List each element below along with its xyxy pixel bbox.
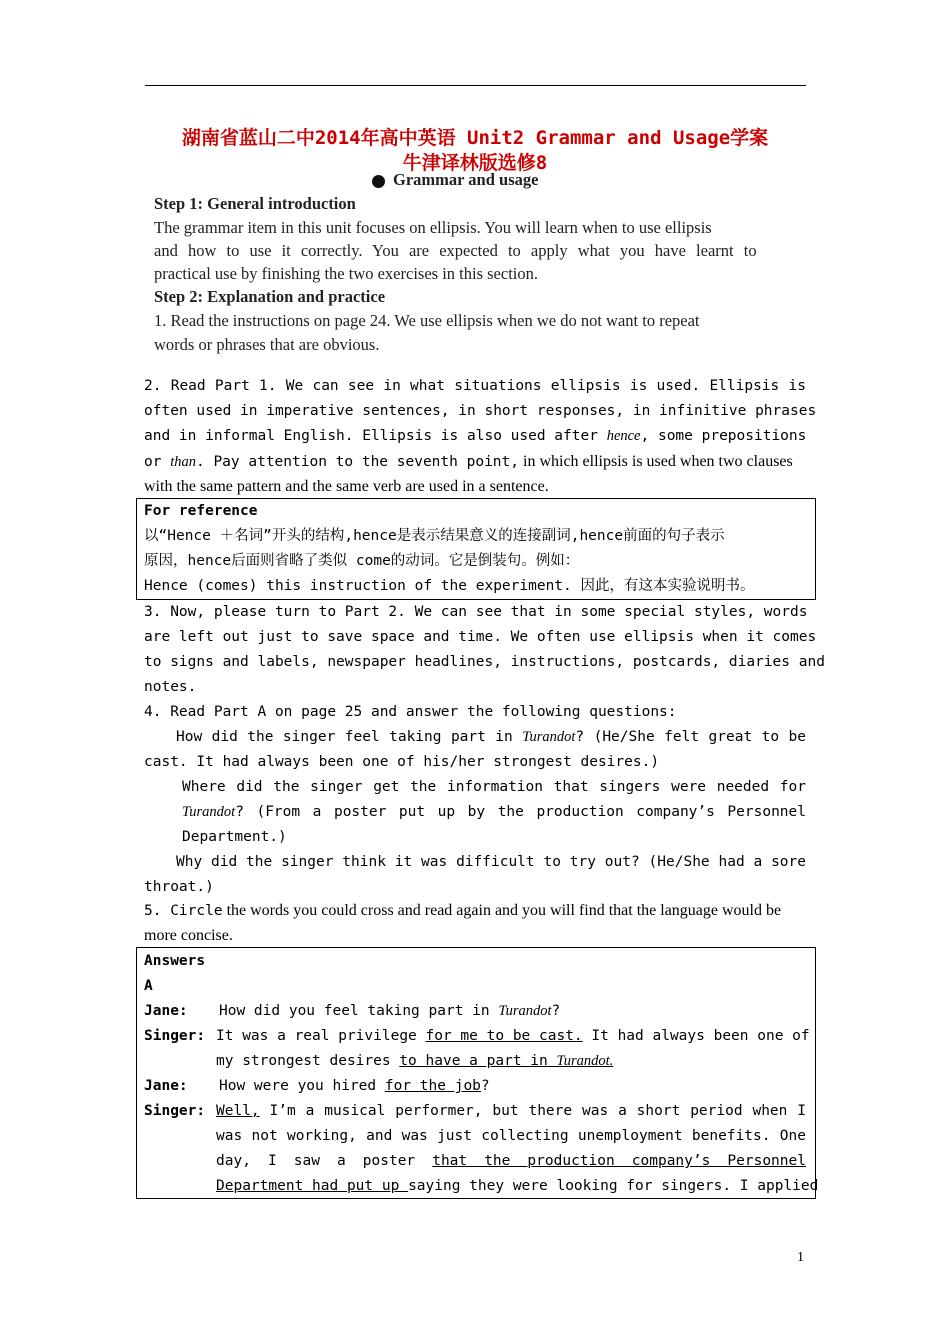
text-line: or than. Pay attention to the seventh point, in which ellipsis is used when two clauses (144, 453, 793, 470)
step2-line: words or phrases that are obvious. (154, 335, 380, 354)
dialogue-turn (144, 1099, 819, 1199)
step1-heading: Step 1: General introduction (154, 194, 356, 213)
dialogue-text: my strongest desires to have a part in Turandot. (216, 1053, 614, 1069)
text-line: 4. Read Part A on page 25 and answer the following questions: (144, 704, 677, 720)
answers-part-label: A (144, 978, 153, 994)
speaker-label: Jane: (144, 1078, 188, 1094)
step1-line: The grammar item in this unit focuses on ellipsis. You will learn when to use ellipsis (154, 218, 712, 237)
text-line: more concise. (144, 927, 233, 944)
document-title-line2: 牛津译林版选修8 (402, 152, 548, 174)
dialogue-text: day, I saw a poster that the production company’s Personnel (216, 1153, 806, 1169)
paragraph-3 (144, 600, 825, 700)
speaker-label: Singer: (144, 1103, 206, 1119)
text-line: notes. (144, 679, 197, 695)
text-line: are left out just to save space and time. We often use ellipsis when it comes (144, 629, 817, 645)
text-line: 5. Circle the words you could cross and read again and you will find that the language would be (144, 902, 782, 919)
dialogue-text: Department had put up saying they were looking for singers. I applied (216, 1178, 819, 1194)
question-2: Where did the singer get the information that singers were needed for (182, 779, 806, 795)
step2-line: 1. Read the instructions on page 24. We use ellipsis when we do not want to repeat (154, 311, 700, 330)
dialogue-text: How did you feel taking part in Turandot? (219, 1003, 561, 1019)
dialogue-text: It was a real privilege for me to be cast. It had always been one of (216, 1028, 810, 1044)
text-line: and in informal English. Ellipsis is also used after hence, some prepositions (144, 428, 807, 444)
text-line: 以“Hence ＋名词”开头的结构,hence是表示结果意义的连接副词,hence前面的句子表示 (144, 528, 725, 544)
question-1-cont: cast. It had always been one of his/her strongest desires.) (144, 754, 660, 770)
reference-heading: For reference (144, 503, 258, 519)
header-rule (145, 85, 806, 86)
document-title-line1: 湖南省蓝山二中2014年高中英语 Unit2 Grammar and Usage学案 (181, 127, 769, 149)
bullet-icon (372, 175, 385, 188)
reference-content (144, 499, 806, 599)
dialogue-turn (144, 1024, 810, 1074)
paragraph-5 (144, 898, 806, 948)
question-1: How did the singer feel taking part in Turandot? (He/She felt great to be (176, 729, 806, 745)
dialogue-turn (144, 1074, 806, 1099)
question-3: Why did the singer think it was difficult to try out? (He/She had a sore (176, 854, 806, 870)
answers-content (144, 949, 806, 999)
text-line: often used in imperative sentences, in short responses, in infinitive phrases (144, 403, 817, 419)
dialogue-text: was not working, and was just collecting unemployment benefits. One (216, 1128, 806, 1144)
text-line: to signs and labels, newspaper headlines, instructions, postcards, diaries and (144, 654, 825, 670)
page-number: 1 (797, 1250, 804, 1265)
step2-heading: Step 2: Explanation and practice (154, 287, 386, 306)
speaker-label: Singer: (144, 1028, 206, 1044)
dialogue-turn (144, 999, 806, 1024)
step1-line: and how to use it correctly. You are expected to apply what you have learnt to (154, 241, 757, 260)
text-line: 原因，hence后面则省略了类似 come的动词。它是倒装句。例如： (144, 553, 580, 569)
text-line: 3. Now, please turn to Part 2. We can see that in some special styles, words (144, 604, 808, 620)
dialogue-text: Well, I’m a musical performer, but there was a short period when I (216, 1103, 806, 1119)
text-line: Hence (comes) this instruction of the experiment. 因此，有这本实验说明书。 (144, 578, 755, 594)
section-heading: Grammar and usage (372, 170, 538, 190)
answers-heading: Answers (144, 953, 206, 969)
question-2-cont: Turandot? (From a poster put up by the production company’s Personnel (182, 804, 806, 820)
question-3-cont: throat.) (144, 879, 214, 895)
question-2-cont: Department.) (182, 829, 287, 845)
text-line: with the same pattern and the same verb are used in a sentence. (144, 478, 549, 495)
paragraph-2 (144, 374, 817, 499)
paragraph-4 (144, 700, 806, 900)
dialogue (144, 999, 819, 1199)
text-line: 2. Read Part 1. We can see in what situations ellipsis is used. Ellipsis is (144, 378, 806, 394)
step1-line: practical use by finishing the two exercises in this section. (154, 264, 538, 283)
dialogue-text: How were you hired for the job? (219, 1078, 490, 1094)
speaker-label: Jane: (144, 1003, 188, 1019)
